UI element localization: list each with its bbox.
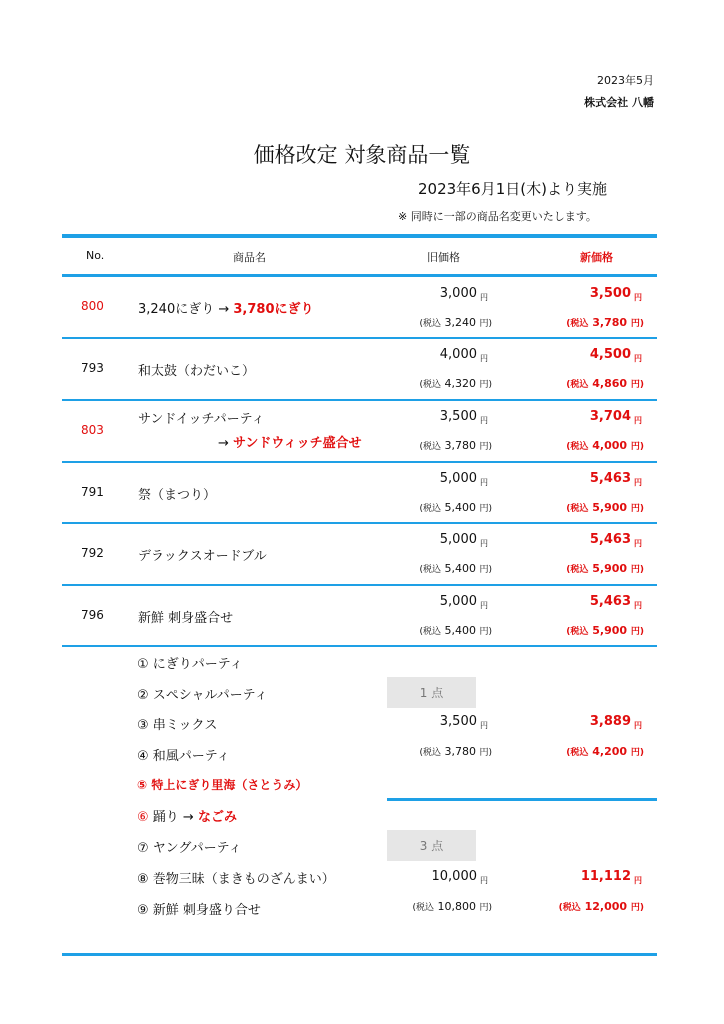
item-count-badge: 3 点 xyxy=(387,830,476,861)
row-number: 791 xyxy=(81,485,104,499)
col-header-new-price: 新価格 xyxy=(580,251,613,264)
group-item-renamed: ⑥ 踊り → なごみ xyxy=(137,810,237,825)
row-number: 803 xyxy=(81,423,104,437)
renamed-product: → サンドウィッチ盛合せ xyxy=(218,436,362,451)
group-item: ⑨ 新鮮 刺身盛り合せ xyxy=(137,903,261,918)
group-item: ⑧ 巻物三昧（まきものざんまい） xyxy=(137,872,335,887)
old-price: 4,000 $_円$ xyxy=(439,347,488,363)
product-name: サンドイッチパーティ xyxy=(138,412,265,427)
group-item: ⑦ ヤングパーティ xyxy=(137,841,242,856)
old-price: 10,000 $_円$ xyxy=(431,869,488,885)
document-date: 2023年5月 xyxy=(597,74,654,87)
new-price-tax: (税込 12,000 円) xyxy=(558,900,644,913)
group-item: ② スペシャルパーティ xyxy=(137,688,268,703)
group-item: ④ 和風パーティ xyxy=(137,749,230,764)
old-price: 3,500 $_円$ xyxy=(439,714,488,730)
new-price: 11,112 $_円$ xyxy=(580,869,642,885)
col-header-no: No. xyxy=(86,249,105,262)
new-price-tax: (税込 5,900 円) xyxy=(566,562,644,575)
row-number: 800 xyxy=(81,299,104,313)
new-price: 5,463 $_円$ xyxy=(589,471,642,487)
new-price-tax: (税込 5,900 円) xyxy=(566,501,644,514)
new-product-name: サンドウィッチ盛合せ xyxy=(233,436,362,451)
product-name: 新鮮 刺身盛合せ xyxy=(138,611,234,626)
old-price: 5,000 $_円$ xyxy=(439,532,488,548)
row-number: 793 xyxy=(81,361,104,375)
old-price-tax: (税込 5,400 円) xyxy=(419,501,492,514)
old-price-tax: (税込 10,800 円) xyxy=(412,900,492,913)
row-divider xyxy=(62,337,657,339)
old-price: 3,500 $_円$ xyxy=(439,409,488,425)
company-name: 株式会社 八幡 xyxy=(584,96,654,109)
old-price-tax: (税込 4,320 円) xyxy=(419,377,492,390)
row-divider xyxy=(62,461,657,463)
new-price: 3,889 $_円$ xyxy=(589,714,642,730)
col-header-name: 商品名 xyxy=(233,251,266,264)
page-title: 価格改定 対象商品一覧 xyxy=(253,143,471,167)
new-product-name: なごみ xyxy=(197,810,237,825)
new-product-name: 3,780にぎり xyxy=(233,302,314,317)
old-price: 3,000 $_円$ xyxy=(439,286,488,302)
old-price-tax: (税込 5,400 円) xyxy=(419,562,492,575)
effective-date: 2023年6月1日(木)より実施 xyxy=(418,180,607,198)
old-price-tax: (税込 3,240 円) xyxy=(419,316,492,329)
new-price: 5,463 $_円$ xyxy=(589,594,642,610)
group-item-renamed: ⑤ 特上にぎり里海（さとうみ） xyxy=(137,778,308,792)
row-divider xyxy=(62,522,657,524)
product-name: 祭（まつり） xyxy=(138,488,217,503)
old-price: 5,000 $_円$ xyxy=(439,471,488,487)
old-price-tax: (税込 3,780 円) xyxy=(419,745,492,758)
header-rule xyxy=(62,274,657,277)
old-price: 5,000 $_円$ xyxy=(439,594,488,610)
new-price-tax: (税込 4,200 円) xyxy=(566,745,644,758)
new-price-tax: (税込 5,900 円) xyxy=(566,624,644,637)
new-price: 3,500 $_円$ xyxy=(589,286,642,302)
group-divider xyxy=(387,798,657,801)
row-divider xyxy=(62,645,657,647)
row-number: 796 xyxy=(81,608,104,622)
group-item: ③ 串ミックス xyxy=(137,718,218,733)
item-count-badge: 1 点 xyxy=(387,677,476,708)
col-header-old-price: 旧価格 xyxy=(427,251,460,264)
row-divider xyxy=(62,399,657,401)
new-price-tax: (税込 4,860 円) xyxy=(566,377,644,390)
new-price: 4,500 $_円$ xyxy=(589,347,642,363)
row-divider xyxy=(62,584,657,586)
new-price-tax: (税込 4,000 円) xyxy=(566,439,644,452)
product-name: 和太鼓（わだいこ） xyxy=(138,364,256,379)
table-top-rule xyxy=(62,234,657,238)
table-bottom-rule xyxy=(62,953,657,956)
new-price-tax: (税込 3,780 円) xyxy=(566,316,644,329)
group-item: ① にぎりパーティ xyxy=(137,657,243,672)
new-price: 5,463 $_円$ xyxy=(589,532,642,548)
rename-note: ※ 同時に一部の商品名変更いたします。 xyxy=(398,210,597,223)
row-number: 792 xyxy=(81,546,104,560)
product-name: デラックスオードブル xyxy=(138,549,267,564)
new-price: 3,704 $_円$ xyxy=(589,409,642,425)
product-name: 3,240にぎり → 3,780にぎり xyxy=(138,302,314,317)
old-price-tax: (税込 3,780 円) xyxy=(419,439,492,452)
old-price-tax: (税込 5,400 円) xyxy=(419,624,492,637)
